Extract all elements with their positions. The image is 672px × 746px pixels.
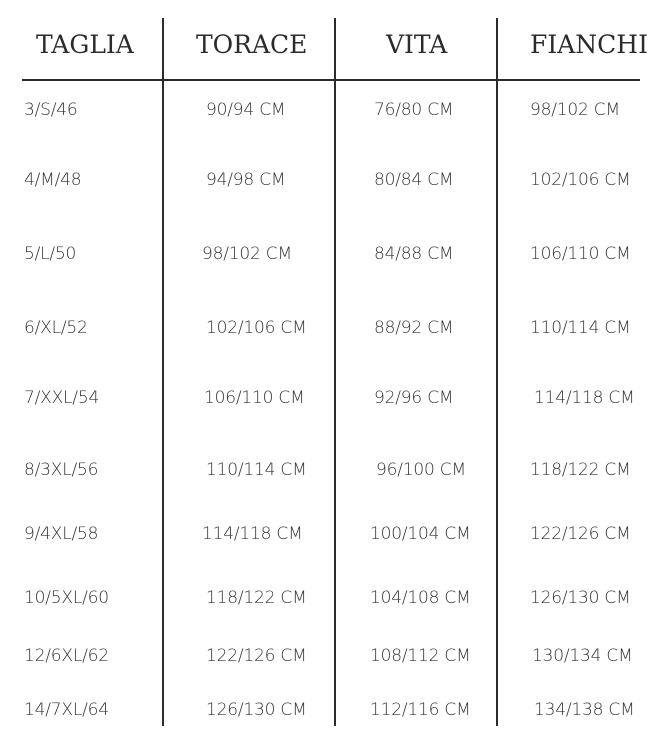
cell-torace: 90/94 CM — [206, 100, 286, 120]
column-divider-2 — [334, 18, 336, 726]
cell-vita: 80/84 CM — [374, 170, 454, 190]
cell-vita: 84/88 CM — [374, 244, 454, 264]
cell-torace: 126/130 CM — [206, 700, 307, 720]
cell-torace: 98/102 CM — [202, 244, 292, 264]
cell-vita: 112/116 CM — [370, 700, 471, 720]
cell-fianchi: 130/134 CM — [532, 646, 633, 666]
cell-fianchi: 98/102 CM — [530, 100, 620, 120]
cell-fianchi: 106/110 CM — [530, 244, 631, 264]
cell-taglia: 7/XXL/54 — [24, 388, 100, 408]
column-divider-3 — [496, 18, 498, 726]
cell-taglia: 4/M/48 — [24, 170, 82, 190]
cell-fianchi: 118/122 CM — [530, 460, 631, 480]
header-vita: VITA — [386, 30, 448, 59]
cell-fianchi: 102/106 CM — [530, 170, 631, 190]
header-taglia: TAGLIA — [36, 30, 134, 59]
header-divider — [22, 79, 640, 81]
cell-vita: 96/100 CM — [376, 460, 466, 480]
cell-torace: 114/118 CM — [202, 524, 303, 544]
cell-torace: 122/126 CM — [206, 646, 307, 666]
cell-taglia: 12/6XL/62 — [24, 646, 109, 666]
cell-taglia: 6/XL/52 — [24, 318, 88, 338]
cell-taglia: 10/5XL/60 — [24, 588, 109, 608]
cell-torace: 94/98 CM — [206, 170, 286, 190]
header-torace: TORACE — [196, 30, 308, 59]
cell-taglia: 3/S/46 — [24, 100, 78, 120]
cell-fianchi: 122/126 CM — [530, 524, 631, 544]
cell-vita: 100/104 CM — [370, 524, 471, 544]
cell-torace: 106/110 CM — [204, 388, 305, 408]
column-divider-1 — [162, 18, 164, 726]
cell-vita: 104/108 CM — [370, 588, 471, 608]
cell-fianchi: 110/114 CM — [530, 318, 631, 338]
cell-vita: 88/92 CM — [374, 318, 454, 338]
cell-taglia: 9/4XL/58 — [24, 524, 99, 544]
cell-taglia: 8/3XL/56 — [24, 460, 99, 480]
cell-taglia: 5/L/50 — [24, 244, 77, 264]
cell-torace: 118/122 CM — [206, 588, 307, 608]
cell-taglia: 14/7XL/64 — [24, 700, 109, 720]
cell-fianchi: 114/118 CM — [534, 388, 635, 408]
cell-vita: 108/112 CM — [370, 646, 471, 666]
cell-fianchi: 134/138 CM — [534, 700, 635, 720]
cell-fianchi: 126/130 CM — [530, 588, 631, 608]
cell-vita: 76/80 CM — [374, 100, 454, 120]
cell-torace: 102/106 CM — [206, 318, 307, 338]
cell-vita: 92/96 CM — [374, 388, 454, 408]
header-fianchi: FIANCHI — [530, 30, 648, 59]
cell-torace: 110/114 CM — [206, 460, 307, 480]
